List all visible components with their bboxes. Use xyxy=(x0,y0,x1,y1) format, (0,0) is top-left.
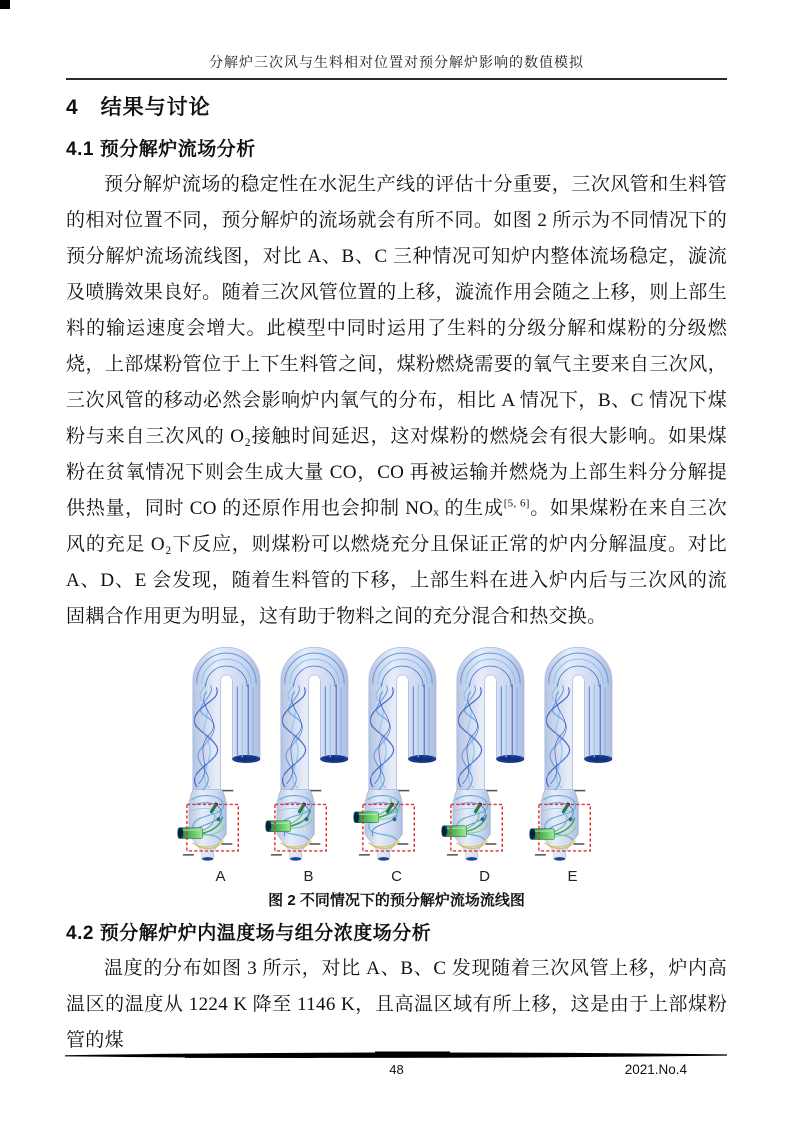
panel-label: B xyxy=(303,868,314,885)
panel-label: A xyxy=(215,868,226,885)
tertiary-air-duct xyxy=(265,821,290,832)
tertiary-air-duct xyxy=(441,826,466,837)
furnace-streamline-image xyxy=(353,643,440,867)
raw-meal-nozzle xyxy=(217,817,221,821)
page-number: 48 xyxy=(389,1062,404,1077)
furnace-streamline-image xyxy=(265,643,352,867)
furnace-streamline-image xyxy=(441,643,528,867)
section-heading-4-2: 4.2 预分解炉炉内温度场与组分浓度场分析 xyxy=(66,923,432,944)
running-head-title: 分解炉三次风与生料相对位置对预分解炉影响的数值模拟 xyxy=(209,56,584,71)
footer-rule-shape xyxy=(65,1051,727,1060)
citation-ref-5-6: [5, 6] xyxy=(503,497,530,510)
panel-label: D xyxy=(479,868,490,885)
panel-label: C xyxy=(391,868,402,885)
raw-meal-nozzle xyxy=(305,817,309,821)
figure-2-caption: 图 2 不同情况下的预分解炉流场流线图 xyxy=(268,892,525,909)
figure-2 xyxy=(66,643,727,910)
paragraph-flow-field-text-1: 预分解炉流场的稳定性在水泥生产线的评估十分重要，三次风管和生料管的相对位置不同，预分解炉的流场就会有所不同。如图 2 所示为不同情况下的预分解炉流场流线图，对比 A、B、C 三种情况可知炉内整体流场稳定，漩流及喷腾效果良好。随着三次风管位置的上移，漩流作用会随之上移，则上部生料的输运速度会增大。此模型中同时运用了生料的分级分解和煤粉的分级燃烧，上部煤粉管位于上下生料管之间，煤粉燃烧需要的氧气主要来自三次风，三次风管的移动必然会影响炉内氧气的分布，相比 A 情况下，B、C 情况下煤粉与来自三次风的 O₂接触时间延迟，这对煤粉的燃烧会有很大影响。如果煤粉在贫氧情况下则会生成大量 CO，CO 再被运输并燃烧为上部生料分分解提供热量，同时 CO 的还原作用也会抑制 NOₓ 的生成 xyxy=(66,174,727,519)
paragraph-flow-field-text-2: 。如果煤粉在来自三次风的充足 O₂下反应，则煤粉可以燃烧充分且保证正常的炉内分解温度。对比 A、D、E 会发现，随着生料管的下移，上部生料在进入炉内后与三次风的流固耦合作用更为明显，这有助于物料之间的充分混合和热交换。 xyxy=(66,498,727,627)
journal-issue: 2021.No.4 xyxy=(624,1062,687,1077)
raw-meal-nozzle xyxy=(481,817,485,821)
raw-meal-nozzle xyxy=(393,817,397,821)
furnace-panel xyxy=(265,643,352,885)
furnace-streamline-image xyxy=(529,643,616,867)
tertiary-air-duct xyxy=(177,828,202,839)
paragraph-flow-field xyxy=(66,167,727,635)
raw-meal-nozzle xyxy=(569,817,573,821)
furnace-streamline-image xyxy=(177,643,264,867)
furnace-panel xyxy=(441,643,528,885)
panel-label: E xyxy=(567,868,578,885)
tertiary-air-duct xyxy=(353,812,378,823)
section-heading-4: 4 结果与讨论 xyxy=(66,96,211,119)
paragraph-temperature-field: 温度的分布如图 3 所示，对比 A、B、C 发现随着三次风管上移，炉内高温区的温度从 1224 K 降至 1146 K，且高温区域有所上移，这是由于上部煤粉管的煤 xyxy=(66,958,727,1051)
furnace-panel-row xyxy=(66,643,727,885)
scan-artifact-corner xyxy=(0,0,10,9)
furnace-panel xyxy=(177,643,264,885)
footer-rule-bar xyxy=(65,1051,727,1060)
tertiary-air-duct xyxy=(529,829,554,840)
furnace-panel xyxy=(353,643,440,885)
section-heading-4-1: 4.1 预分解炉流场分析 xyxy=(66,139,256,160)
furnace-panel xyxy=(529,643,616,885)
header-rule xyxy=(66,78,727,80)
